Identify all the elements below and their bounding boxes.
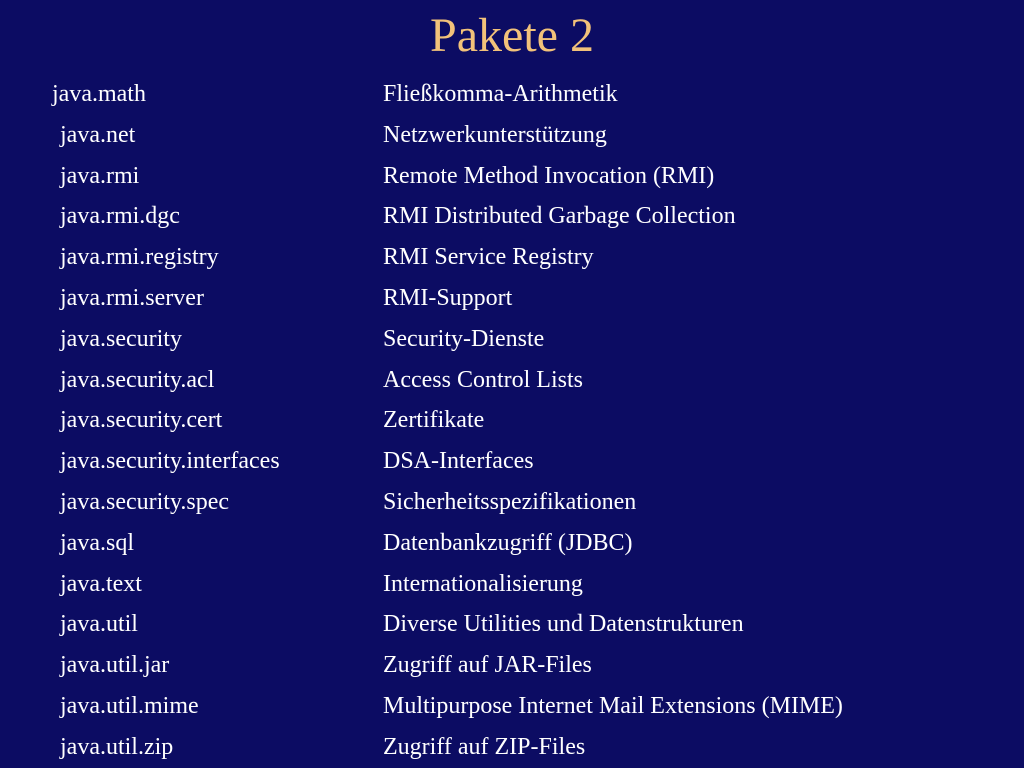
package-name: java.util xyxy=(60,611,138,638)
package-row xyxy=(0,645,1024,686)
package-row xyxy=(0,604,1024,645)
package-name: java.rmi.registry xyxy=(60,244,219,271)
package-row xyxy=(0,319,1024,360)
package-name: java.net xyxy=(60,121,136,148)
package-name: java.util.zip xyxy=(60,733,174,760)
package-description: Diverse Utilities und Datenstrukturen xyxy=(383,611,744,638)
package-name: java.security xyxy=(60,325,182,352)
package-row xyxy=(0,523,1024,564)
package-row xyxy=(0,278,1024,319)
package-description: Netzwerkunterstützung xyxy=(383,121,607,148)
package-row xyxy=(0,727,1024,768)
package-row xyxy=(0,74,1024,115)
package-row xyxy=(0,237,1024,278)
package-description: Zugriff auf JAR-Files xyxy=(383,652,592,679)
package-description: Zugriff auf ZIP-Files xyxy=(383,733,586,760)
package-name: java.math xyxy=(52,81,146,107)
package-description: Security-Dienste xyxy=(383,325,545,352)
package-name: java.rmi.dgc xyxy=(60,203,180,230)
package-description: RMI Service Registry xyxy=(383,244,594,271)
package-name: java.security.acl xyxy=(60,366,215,393)
package-description: Datenbankzugriff (JDBC) xyxy=(383,529,633,556)
package-name: java.security.cert xyxy=(60,407,223,434)
package-description: DSA-Interfaces xyxy=(383,448,534,475)
package-row xyxy=(0,196,1024,237)
package-description: Remote Method Invocation (RMI) xyxy=(383,162,715,189)
package-description: Internationalisierung xyxy=(383,570,583,597)
package-list xyxy=(0,74,1024,768)
package-description: Multipurpose Internet Mail Extensions (MIME) xyxy=(383,692,843,719)
package-description: Sicherheitsspezifikationen xyxy=(383,488,637,515)
package-description: RMI Distributed Garbage Collection xyxy=(383,203,736,230)
package-row xyxy=(0,441,1024,482)
package-name: java.util.jar xyxy=(60,652,170,679)
package-row xyxy=(0,482,1024,523)
package-row xyxy=(0,156,1024,197)
package-name: java.security.interfaces xyxy=(60,448,280,475)
package-name: java.security.spec xyxy=(60,488,230,515)
slide-title: Pakete 2 xyxy=(430,9,594,62)
package-description: Fließkomma-Arithmetik xyxy=(383,81,618,107)
package-name: java.rmi.server xyxy=(60,284,204,311)
package-row xyxy=(0,115,1024,156)
package-description: Access Control Lists xyxy=(383,366,583,393)
package-description: RMI-Support xyxy=(383,284,513,311)
package-name: java.rmi xyxy=(60,162,140,189)
package-row xyxy=(0,564,1024,605)
package-name: java.util.mime xyxy=(60,692,199,719)
package-row xyxy=(0,686,1024,727)
package-description: Zertifikate xyxy=(383,407,485,434)
package-row xyxy=(0,360,1024,401)
package-name: java.text xyxy=(60,570,142,597)
package-row xyxy=(0,400,1024,441)
package-name: java.sql xyxy=(60,529,134,556)
